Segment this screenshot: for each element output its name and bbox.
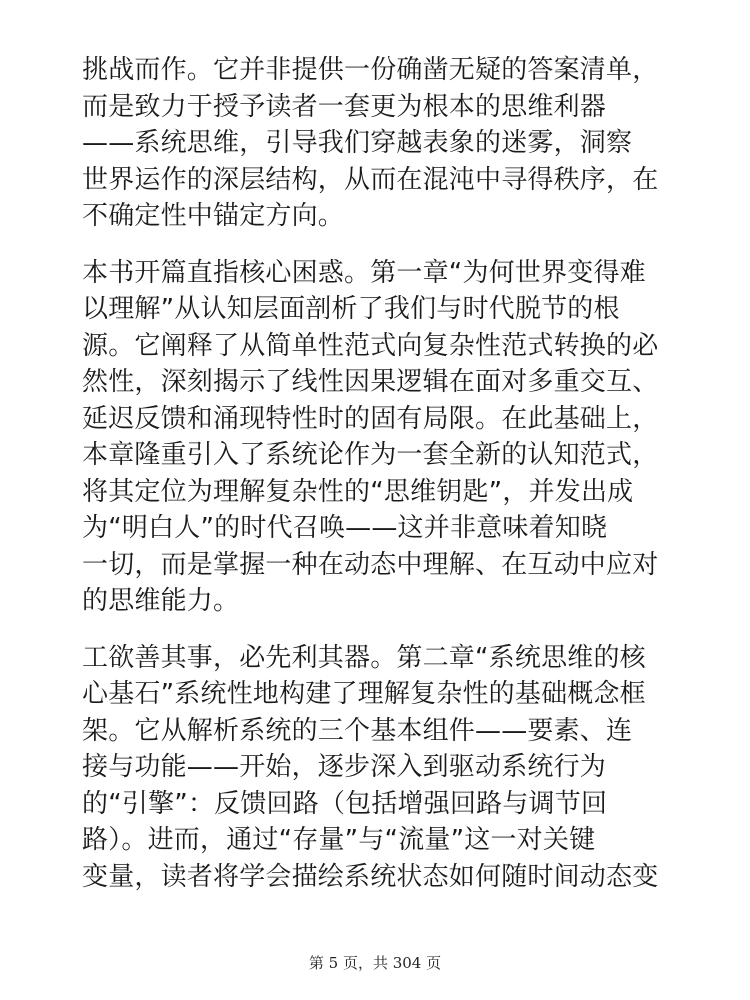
body-text [82,52,672,915]
text-line: 将其定位为理解复杂性的“思维钥匙”，并发出成 [82,476,634,507]
text-line: 本章隆重引入了系统论作为一套全新的认知范式， [82,440,659,470]
text-line: 接与功能——开始，逐步深入到驱动系统行为 [82,752,607,782]
text-line: 路）。进而，通过“存量”与“流量”这一对关键 [82,825,596,855]
text-line: 的“引擎”：反馈回路（包括增强回路与调节回 [82,788,608,819]
paragraph-3 [82,640,672,896]
text-line: 延迟反馈和涌现特性时的固有局限。在此基础上， [82,403,659,434]
text-line: 世界运作的深层结构，从而在混沌中寻得秩序，在 [82,164,659,195]
text-line: ——系统思维，引导我们穿越表象的迷雾，洞察 [82,128,633,158]
text-line: 挑战而作。它并非提供一份确凿无疑的答案清单， [82,55,659,85]
paragraph-2 [82,255,672,620]
text-line: 而是致力于授予读者一套更为根本的思维利器 [82,91,607,122]
text-line: 工欲善其事，必先利其器。第二章“系统思维的核 [82,642,646,673]
page-footer: 第 5 页，共 304 页 [308,954,442,972]
paragraph-1 [82,52,672,235]
text-line: 的思维能力。 [82,586,240,616]
text-line: 不确定性中锚定方向。 [82,201,345,231]
text-line: 源。它阐释了从简单性范式向复杂性范式转换的必 [82,330,659,361]
text-line: 本书开篇直指核心困惑。第一章“为何世界变得难 [82,257,646,288]
text-line: 心基石”系统性地构建了理解复杂性的基础概念框 [82,679,646,709]
text-line: 为“明白人”的时代召唤——这并非意味着知晓 [82,513,608,543]
text-line: 然性，深刻揭示了线性因果逻辑在面对多重交互、 [82,367,659,397]
text-line: 一切，而是掌握一种在动态中理解、在互动中应对 [82,549,659,580]
text-line: 变量，读者将学会描绘系统状态如何随时间动态变 [82,861,659,892]
text-line: 架。它从解析系统的三个基本组件——要素、连 [82,715,633,746]
text-line: 以理解”从认知层面剖析了我们与时代脱节的根 [82,294,620,324]
